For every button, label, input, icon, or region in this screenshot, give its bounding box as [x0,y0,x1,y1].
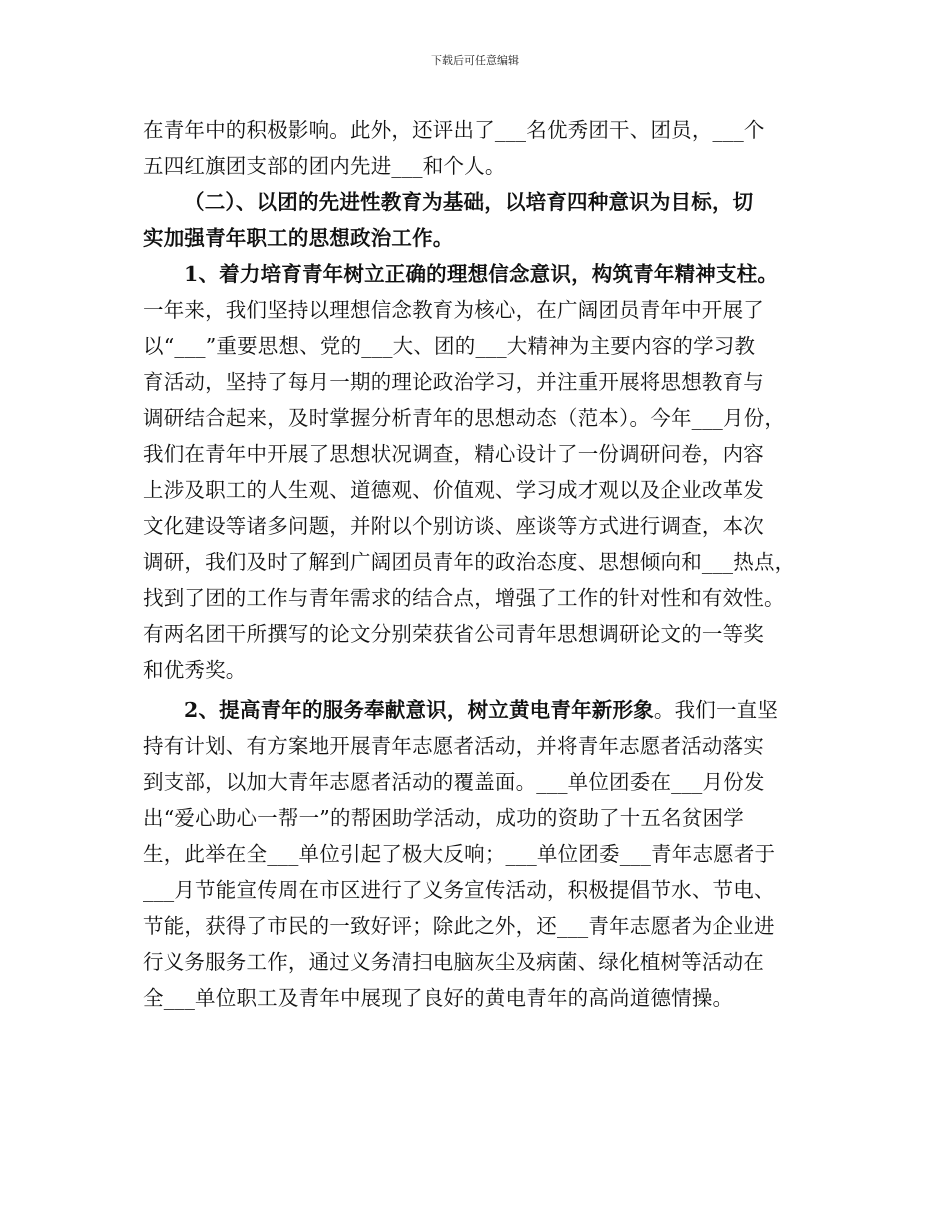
paragraph-text: 。我们一直坚 [653,698,779,722]
paragraph-line: 在青年中的积极影响。此外，还评出了___名优秀团干、团员，___个 [143,118,765,142]
paragraph-line: 文化建设等诸多问题，并附以个别访谈、座谈等方式进行调查，本次 [143,514,764,538]
subsection-heading: 1、着力培育青年树立正确的理想信念意识，构筑青年精神支柱。 [184,262,779,286]
paragraph-line: 到支部，以加大青年志愿者活动的覆盖面。___单位团委在___月份发 [143,770,765,794]
paragraph-line: 节能，获得了市民的一致好评；除此之外，还___青年志愿者为企业进 [143,914,775,938]
paragraph-line: 行义务服务工作，通过义务清扫电脑灰尘及病菌、绿化植树等活动在 [143,950,764,974]
page-header: 下载后可任意编辑 [431,54,519,67]
section-heading-line: 实加强青年职工的思想政治工作。 [143,226,454,250]
paragraph-line: 以“___”重要思想、党的___大、团的___大精神为主要内容的学习教 [143,334,756,358]
paragraph-line: 和优秀奖。 [143,658,247,682]
paragraph-line: 调研，我们及时了解到广阔团员青年的政治态度、思想倾向和___热点， [143,550,796,574]
paragraph-line: 出“爱心助心一帮一”的帮困助学活动，成功的资助了十五名贫困学 [143,806,744,830]
paragraph-line: 持有计划、有方案地开展青年志愿者活动，并将青年志愿者活动落实 [143,734,764,758]
paragraph-line: 生，此举在全___单位引起了极大反响；___单位团委___青年志愿者于 [143,842,776,866]
paragraph-line: 五四红旗团支部的团内先进___和个人。 [143,154,506,178]
paragraph-line: ___月节能宣传周在市区进行了义务宣传活动，积极提倡节水、节电、 [143,878,775,902]
paragraph-line: 育活动，坚持了每月一期的理论政治学习，并注重开展将思想教育与 [143,370,764,394]
paragraph-line: 全___单位职工及青年中展现了良好的黄电青年的高尚道德情操。 [143,986,734,1010]
paragraph-line: 有两名团干所撰写的论文分别荣获省公司青年思想调研论文的一等奖 [143,622,764,646]
paragraph-line: 我们在青年中开展了思想状况调查，精心设计了一份调研问卷，内容 [143,442,764,466]
paragraph-line: 调研结合起来，及时掌握分析青年的思想动态（范本）。今年___月份， [143,406,786,430]
subsection-heading: 2、提高青年的服务奉献意识，树立黄电青年新形象 [184,698,654,722]
paragraph-2-first-line [143,692,823,728]
section-heading-line: （二）、以团的先进性教育为基础，以培育四种意识为目标，切 [184,190,754,214]
paragraph-line: 上涉及职工的人生观、道德观、价值观、学习成才观以及企业改革发 [143,478,764,502]
document-body [143,112,823,1016]
paragraph-line: 找到了团的工作与青年需求的结合点，增强了工作的针对性和有效性。 [143,586,785,610]
paragraph-line: 一年来，我们坚持以理想信念教育为核心，在广阔团员青年中开展了 [143,298,764,322]
